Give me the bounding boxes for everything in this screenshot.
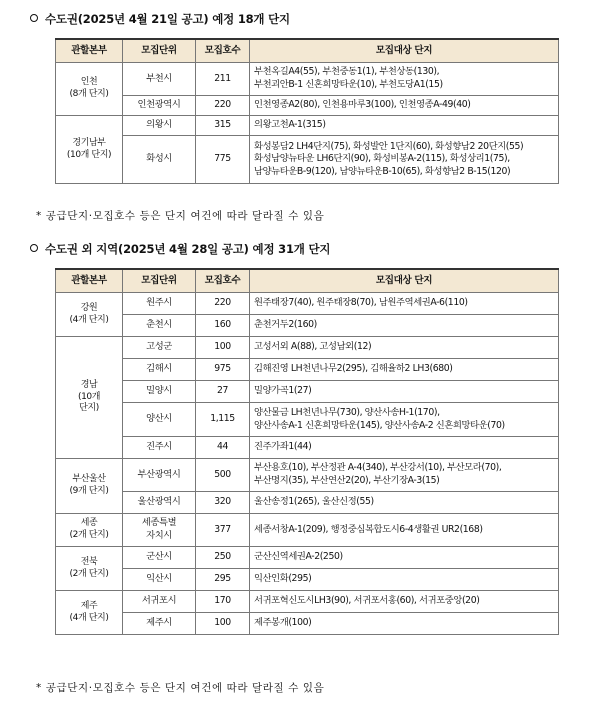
- targets-cell: 부산용호(10), 부산정관 A-4(340), 부산강서(10), 부산모라(70), 부산명지(35), 부산연산2(20), 부산기장A-3(15): [250, 459, 559, 492]
- count-cell: 160: [196, 315, 250, 337]
- unit-cell: 고성군: [123, 337, 196, 359]
- table-row: [56, 613, 559, 635]
- table-row: [56, 459, 559, 492]
- unit-cell: 양산시: [123, 403, 196, 437]
- unit-cell: 익산시: [123, 569, 196, 591]
- unit-cell: 진주시: [123, 437, 196, 459]
- count-cell: 211: [196, 63, 250, 96]
- table-row: [56, 136, 559, 184]
- header-count: 모집호수: [196, 39, 250, 63]
- count-cell: 975: [196, 359, 250, 381]
- table-row: [56, 547, 559, 569]
- count-cell: 44: [196, 437, 250, 459]
- unit-cell: 부산광역시: [123, 459, 196, 492]
- targets-cell: 부천옥길A4(55), 부천중동1(1), 부천상동(130), 부천괴안B-1 신혼희망타운(10), 부천도당A1(15): [250, 63, 559, 96]
- circle-bullet-icon: [30, 14, 38, 22]
- region-cell: 세종 (2개 단지): [56, 514, 123, 547]
- unit-cell: 부천시: [123, 63, 196, 96]
- section1-note: * 공급단지·모집호수 등은 단지 여건에 따라 달라질 수 있음: [36, 210, 325, 222]
- table-row: [56, 96, 559, 116]
- unit-cell: 서귀포시: [123, 591, 196, 613]
- count-cell: 377: [196, 514, 250, 547]
- count-cell: 27: [196, 381, 250, 403]
- targets-cell: 밀양가곡1(27): [250, 381, 559, 403]
- unit-cell: 울산광역시: [123, 492, 196, 514]
- header-count: 모집호수: [196, 269, 250, 293]
- region-cell: 경기남부 (10개 단지): [56, 116, 123, 184]
- region-cell: 전북 (2개 단지): [56, 547, 123, 591]
- table-row: [56, 381, 559, 403]
- targets-cell: 고성서외 A(88), 고성남외(12): [250, 337, 559, 359]
- table-row: [56, 437, 559, 459]
- count-cell: 250: [196, 547, 250, 569]
- region-cell: 부산울산 (9개 단지): [56, 459, 123, 514]
- count-cell: 315: [196, 116, 250, 136]
- count-cell: 320: [196, 492, 250, 514]
- count-cell: 1,115: [196, 403, 250, 437]
- count-cell: 500: [196, 459, 250, 492]
- targets-cell: 인천영종A2(80), 인천용마루3(100), 인천영종A-49(40): [250, 96, 559, 116]
- targets-cell: 원주태장7(40), 원주태장8(70), 남원주역세권A-6(110): [250, 293, 559, 315]
- table-row: [56, 591, 559, 613]
- targets-cell: 세종서창A-1(209), 행정중심복합도시6-4생활권 UR2(168): [250, 514, 559, 547]
- unit-cell: 의왕시: [123, 116, 196, 136]
- header-unit: 모집단위: [123, 269, 196, 293]
- unit-cell: 김해시: [123, 359, 196, 381]
- targets-cell: 화성봉담2 LH4단지(75), 화성발안 1단지(60), 화성향남2 20단지(55) 화성남양뉴타운 LH6단지(90), 화성비봉A-2(115), 화성상리1(75), 남양뉴타운B-9(120), 남양뉴타운B-10(65), 화성향남2 B-15(120): [250, 136, 559, 184]
- header-targets: 모집대상 단지: [250, 39, 559, 63]
- table-row: [56, 116, 559, 136]
- table-row: [56, 337, 559, 359]
- targets-cell: 서귀포혁신도시LH3(90), 서귀포서홍(60), 서귀포중앙(20): [250, 591, 559, 613]
- table-row: [56, 514, 559, 547]
- count-cell: 295: [196, 569, 250, 591]
- table-row: [56, 63, 559, 96]
- circle-bullet-icon: [30, 244, 38, 252]
- count-cell: 100: [196, 337, 250, 359]
- unit-cell: 제주시: [123, 613, 196, 635]
- region-cell: 제주 (4개 단지): [56, 591, 123, 635]
- count-cell: 170: [196, 591, 250, 613]
- table-row: [56, 492, 559, 514]
- table-row: [56, 403, 559, 437]
- section2-table: [55, 268, 559, 635]
- header-region: 관할본부: [56, 269, 123, 293]
- targets-cell: 의왕고천A-1(315): [250, 116, 559, 136]
- unit-cell: 춘천시: [123, 315, 196, 337]
- unit-cell: 밀양시: [123, 381, 196, 403]
- region-cell: 인천 (8개 단지): [56, 63, 123, 116]
- unit-cell: 세종특별 자치시: [123, 514, 196, 547]
- region-cell: 강원 (4개 단지): [56, 293, 123, 337]
- region-cell: 경남 (10개 단지): [56, 337, 123, 459]
- header-unit: 모집단위: [123, 39, 196, 63]
- header-targets: 모집대상 단지: [250, 269, 559, 293]
- targets-cell: 진주가좌1(44): [250, 437, 559, 459]
- count-cell: 775: [196, 136, 250, 184]
- targets-cell: 김해진영 LH천년나무2(295), 김해율하2 LH3(680): [250, 359, 559, 381]
- unit-cell: 원주시: [123, 293, 196, 315]
- section2-note: * 공급단지·모집호수 등은 단지 여건에 따라 달라질 수 있음: [36, 682, 325, 694]
- table-row: [56, 293, 559, 315]
- unit-cell: 군산시: [123, 547, 196, 569]
- header-region: 관할본부: [56, 39, 123, 63]
- table-header-row: [56, 39, 559, 63]
- unit-cell: 인천광역시: [123, 96, 196, 116]
- targets-cell: 울산송정1(265), 울산신정(55): [250, 492, 559, 514]
- unit-cell: 화성시: [123, 136, 196, 184]
- count-cell: 100: [196, 613, 250, 635]
- targets-cell: 익산인화(295): [250, 569, 559, 591]
- targets-cell: 양산물금 LH천년나무(730), 양산사송H-1(170), 양산사송A-1 신혼희망타운(145), 양산사송A-2 신혼희망타운(70): [250, 403, 559, 437]
- table-row: [56, 315, 559, 337]
- targets-cell: 제주봉개(100): [250, 613, 559, 635]
- table-header-row: [56, 269, 559, 293]
- section1-table: [55, 38, 559, 184]
- count-cell: 220: [196, 96, 250, 116]
- table-row: [56, 359, 559, 381]
- table-row: [56, 569, 559, 591]
- section1-title: 수도권(2025년 4월 21일 공고) 예정 18개 단지: [30, 11, 290, 27]
- targets-cell: 춘천거두2(160): [250, 315, 559, 337]
- targets-cell: 군산신역세권A-2(250): [250, 547, 559, 569]
- section2-title: 수도권 외 지역(2025년 4월 28일 공고) 예정 31개 단지: [30, 241, 330, 257]
- count-cell: 220: [196, 293, 250, 315]
